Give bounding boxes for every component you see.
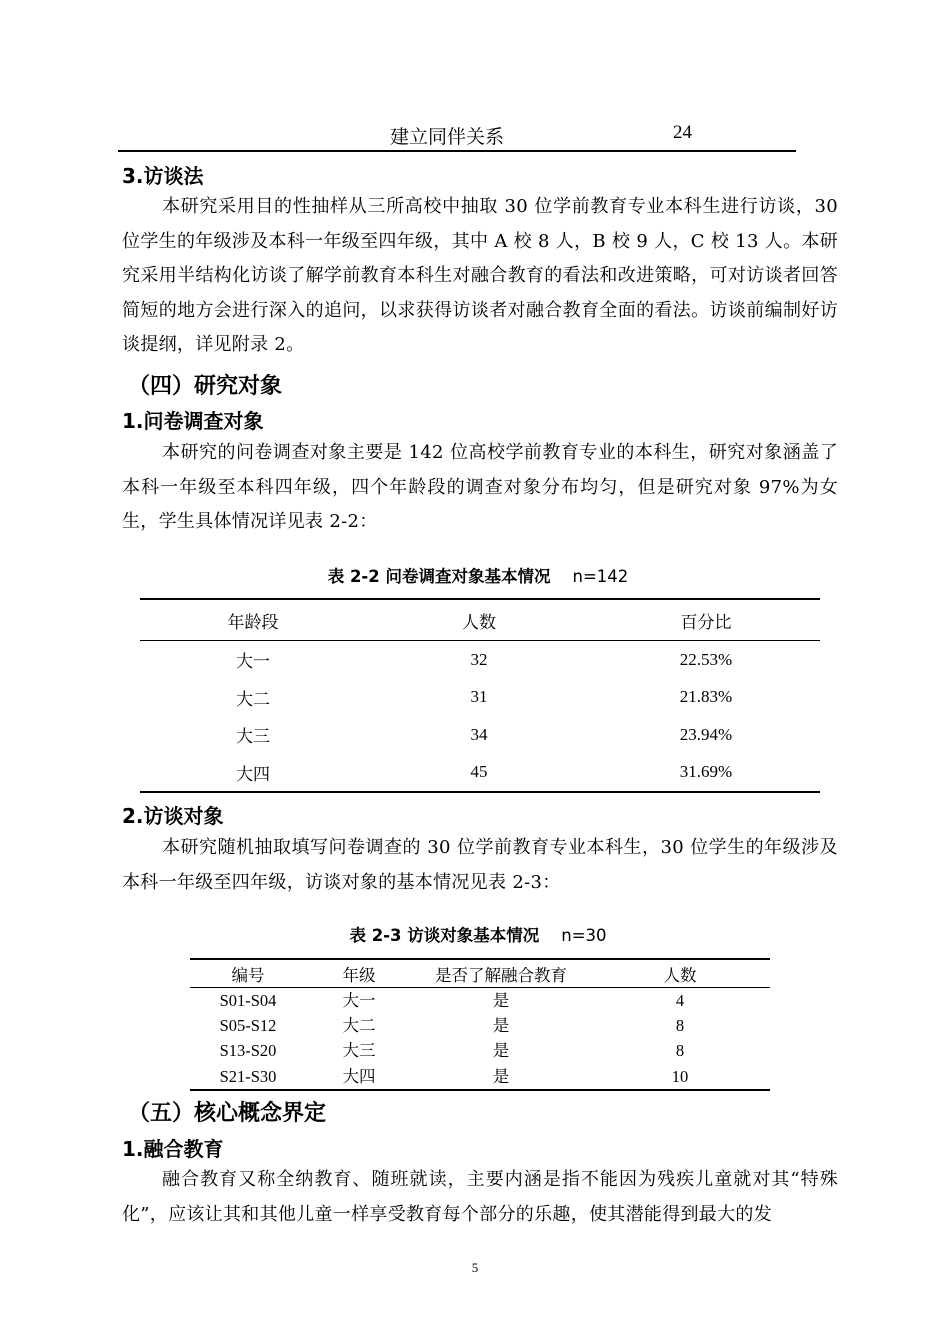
column-header: 年级 bbox=[306, 959, 412, 988]
running-header bbox=[118, 118, 796, 152]
table-cell: 23.94% bbox=[679, 724, 733, 744]
table-row bbox=[140, 716, 820, 754]
table-header-row bbox=[190, 959, 770, 988]
table-row bbox=[140, 754, 820, 793]
paragraph-interview-method: 本研究采用目的性抽样从三所高校中抽取 30 位学前教育专业本科生进行访谈，30 位学生的年级涉及本科一年级至四年级，其中 A 校 8 人，B 校 9 人，C 校 13 人。本研究采用半结构化访谈了解学前教育本科生对融合教育的看法和改进策略，可对访谈者回答简短的地方会进行深入的追问，以求获得访谈者对融合教育全面的看法。访谈前编制好访谈提纲，详见附录 2。 bbox=[122, 196, 838, 356]
table-cell: S21-S30 bbox=[219, 1066, 277, 1086]
table-cell: 大二 bbox=[342, 1016, 376, 1036]
table-cell: 31.69% bbox=[679, 762, 733, 782]
table-cell: 21.83% bbox=[679, 687, 733, 707]
table-cell: 是 bbox=[492, 1066, 510, 1086]
table-caption-2-3 bbox=[118, 922, 838, 946]
table-cell: 8 bbox=[675, 1016, 685, 1036]
table-cell: S13-S20 bbox=[219, 1041, 277, 1061]
section-heading-core-concepts: （五）核心概念界定 bbox=[128, 1101, 327, 1126]
column-header: 百分比 bbox=[592, 599, 820, 641]
table-cell: S05-S12 bbox=[219, 1016, 277, 1036]
subsection-heading-interview-subjects: 2.访谈对象 bbox=[122, 804, 224, 828]
table-row bbox=[190, 988, 770, 1014]
running-header-number: 24 bbox=[673, 122, 692, 143]
table-cell: 是 bbox=[492, 1016, 510, 1036]
table-questionnaire-subjects bbox=[140, 598, 820, 793]
table-cell: 是 bbox=[492, 1041, 510, 1061]
table-cell: 大三 bbox=[342, 1041, 376, 1061]
table-cell: 大三 bbox=[236, 727, 270, 747]
table-caption-title: 表 2-2 问卷调查对象基本情况 bbox=[327, 567, 551, 586]
table-cell: 大二 bbox=[236, 689, 270, 709]
subsection-heading-inclusive-education: 1.融合教育 bbox=[122, 1137, 224, 1161]
table-row bbox=[190, 1013, 770, 1038]
table-cell: 大四 bbox=[236, 764, 270, 784]
table-cell: 34 bbox=[470, 724, 488, 744]
table-caption-2-2 bbox=[118, 563, 838, 587]
table-cell: S01-S04 bbox=[219, 991, 277, 1011]
table-cell: 大一 bbox=[236, 652, 270, 672]
table-interview-subjects bbox=[190, 958, 770, 1091]
table-caption-n: n=142 bbox=[572, 567, 629, 586]
paragraph-inclusive-education: 融合教育又称全纳教育、随班就读，主要内涵是指不能因为残疾儿童就对其“特殊化”，应该让其和其他儿童一样享受教育每个部分的乐趣，使其潜能得到最大的发 bbox=[122, 1169, 838, 1225]
table-header-row bbox=[140, 599, 820, 641]
column-header: 人数 bbox=[366, 599, 592, 641]
column-header: 是否了解融合教育 bbox=[412, 959, 590, 988]
running-header-title: 建立同伴关系 bbox=[390, 126, 505, 148]
column-header: 编号 bbox=[190, 959, 306, 988]
paragraph-questionnaire-subjects: 本研究的问卷调查对象主要是 142 位高校学前教育专业的本科生，研究对象涵盖了本科一年级至本科四年级，四个年龄段的调查对象分布均匀，但是研究对象 97%为女生，学生具体情况详见表 2-2： bbox=[122, 442, 838, 533]
page-number: 5 bbox=[471, 1260, 479, 1275]
section-heading-research-subjects: （四）研究对象 bbox=[128, 374, 283, 399]
table-cell: 大一 bbox=[342, 991, 376, 1011]
table-cell: 45 bbox=[470, 762, 488, 782]
table-cell: 10 bbox=[671, 1066, 689, 1086]
subsection-heading-questionnaire-subjects: 1.问卷调查对象 bbox=[122, 409, 264, 433]
section-heading-interview-method: 3.访谈法 bbox=[122, 164, 204, 188]
table-cell: 大四 bbox=[342, 1066, 376, 1086]
table-caption-n: n=30 bbox=[561, 926, 607, 945]
paragraph-interview-subjects: 本研究随机抽取填写问卷调查的 30 位学前教育专业本科生，30 位学生的年级涉及本科一年级至四年级，访谈对象的基本情况见表 2-3： bbox=[122, 837, 838, 893]
table-cell: 31 bbox=[470, 687, 488, 707]
table-row bbox=[190, 1064, 770, 1090]
table-cell: 22.53% bbox=[679, 649, 733, 669]
table-row bbox=[190, 1038, 770, 1063]
table-row bbox=[140, 679, 820, 717]
column-header: 人数 bbox=[590, 959, 770, 988]
column-header: 年龄段 bbox=[140, 599, 366, 641]
table-cell: 4 bbox=[675, 991, 685, 1011]
table-caption-title: 表 2-3 访谈对象基本情况 bbox=[349, 926, 540, 945]
table-cell: 8 bbox=[675, 1041, 685, 1061]
table-row bbox=[140, 641, 820, 679]
table-cell: 32 bbox=[470, 649, 488, 669]
table-cell: 是 bbox=[492, 991, 510, 1011]
